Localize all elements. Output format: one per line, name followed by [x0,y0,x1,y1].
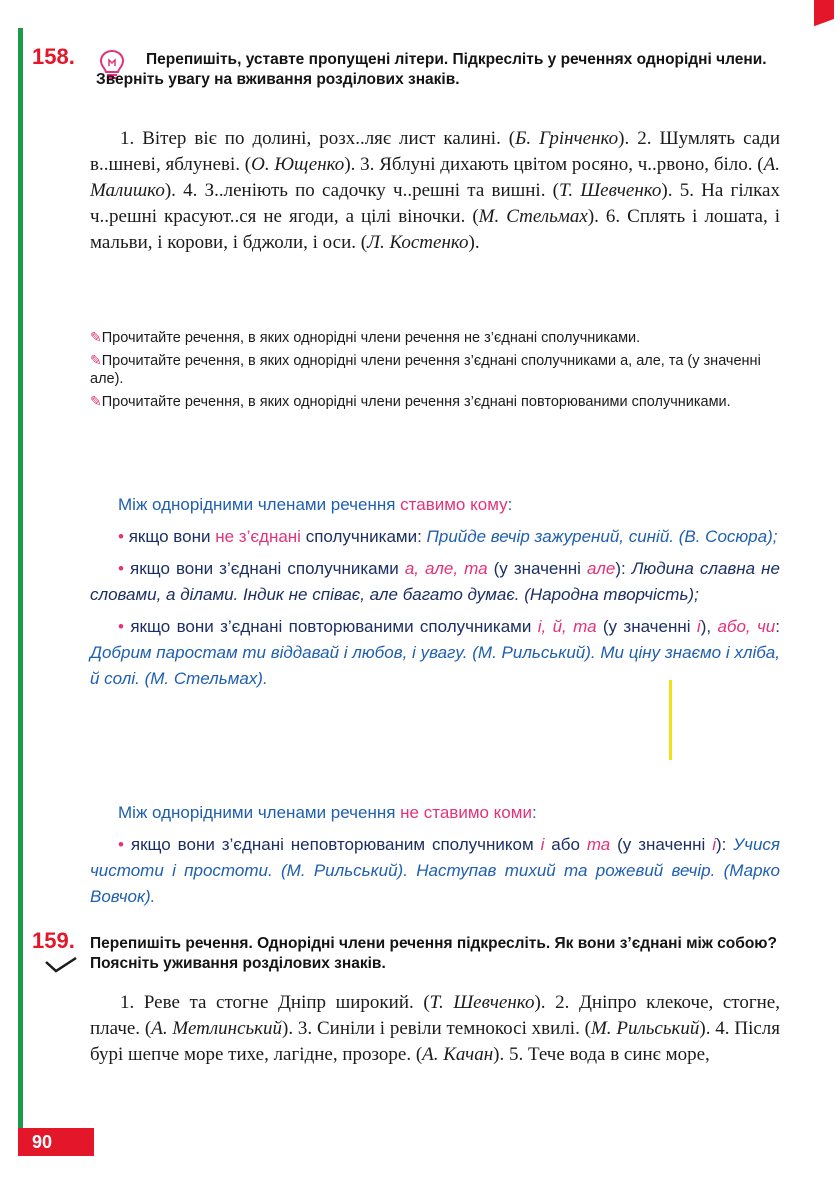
rule-item: • якщо вони не з’єднані сполучниками: Прийде вечір зажурений, синій. (В. Сосюра); [118,527,778,546]
sentence-text: ). [468,232,480,253]
pencil-icon: ✎ [90,393,102,409]
rule-no-comma-block [90,800,780,916]
sentence-text: ). 5. Тече вода в синє море, [493,1044,710,1065]
author-citation: А. Качан [422,1044,494,1065]
author-citation: М. Стельмах [478,206,588,227]
sentence-text: 1. Реве та стогне Дніпр широкий. ( [120,992,430,1013]
author-citation: М. Рильський [590,1018,700,1039]
sentence-text: ). 5. На гілках ч..решні красуют..ся не ягоди, а цілі віночки. ( [90,180,780,227]
sentence-text: ). 4. З..леніють по садочку ч..решні та вишні. ( [164,180,559,201]
sentence-text: ). 3. Яблуні дихають цвітом росяно, ч..рвоно, біло. ( [344,154,764,175]
corner-tab [814,0,834,40]
pencil-icon: ✎ [90,329,102,345]
exercise-158-tasks [90,328,780,415]
sentence-text: ). 6. Сплять і лошата, і мальви, і корови, і бджоли, і оси. ( [90,206,780,253]
author-citation: О. Ющенко [251,154,345,175]
exercise-number-159: 159. [32,928,75,953]
author-citation: Т. Шевченко [559,180,662,201]
task-item: ✎Прочитайте речення, в яких однорідні члени речення не з’єднані сполучниками. [90,329,641,346]
exercise-158-instruction: Перепишіть, уставте пропущені літери. Підкресліть у реченнях однорідні члени. Зверніть увагу на вживання розділових знаків. [96,51,767,88]
task-item: ✎Прочитайте речення, в яких однорідні члени речення з’єднані сполучниками а, але, та (у значенні але). [90,352,761,387]
exercise-159-text [90,990,780,1068]
author-citation: Л. Костенко [367,232,469,253]
highlighter-mark [669,680,672,760]
rule-heading: Між однорідними членами речення не ставимо коми: [118,803,537,822]
pencil-icon: ✎ [90,352,102,368]
sentence-text: 1. Вітер віє по долині, розх..ляє лист калині. ( [120,128,516,149]
author-citation: А. Метлинський [151,1018,283,1039]
author-citation: Т. Шевченко [429,992,535,1013]
page-number: 90 [18,1128,94,1156]
exercise-159-instruction: Перепишіть речення. Однорідні члени речення підкресліть. Як вони з’єднані між собою? Поясніть уживання розділових знаків. [90,935,777,972]
author-citation: А. Малишко [90,154,780,201]
rule-heading: Між однорідними членами речення ставимо кому: [118,495,513,514]
margin-bar [18,28,23,1133]
sentence-text: ). 4. Після бурі шепче море тихе, лагідне, прозоре. ( [90,1018,781,1065]
rule-item: • якщо вони з’єднані повторюваними сполучниками і, й, та (у значенні і), або, чи: Добрим паростам ти віддавай і любов, і увагу. (М. Рильський). Ми ціну знаємо і хліба, й солі. (М. Стельмах). [90,617,780,688]
sentence-text: ). 2. Дніпро клекоче, стогне, плаче. ( [90,992,780,1039]
exercise-158-text [90,126,780,256]
task-item: ✎Прочитайте речення, в яких однорідні члени речення з’єднані повторюваними сполучниками. [90,393,731,410]
exercise-number-158: 158. [32,44,75,69]
rule-item: • якщо вони з’єднані неповторюваним сполучником і або та (у значенні і): Учися чистоти і простоти. (М. Рильський). Наступав тихий та рожевий вечір. (Марко Вовчок). [90,835,780,906]
checkmark-icon [44,956,78,974]
rule-comma-block [90,492,780,698]
author-citation: Б. Грінченко [515,128,619,149]
sentence-text: ). 2. Шумлять сади в..шневі, яблуневі. ( [90,128,780,175]
rule-item: • якщо вони з’єднані сполучниками а, але, та (у значенні але): Людина славна не словами, а ділами. Індик не співає, але багато думає. (Народна творчість); [90,559,780,604]
sentence-text: ). 3. Синіли і ревіли темнокосі хвилі. ( [282,1018,591,1039]
